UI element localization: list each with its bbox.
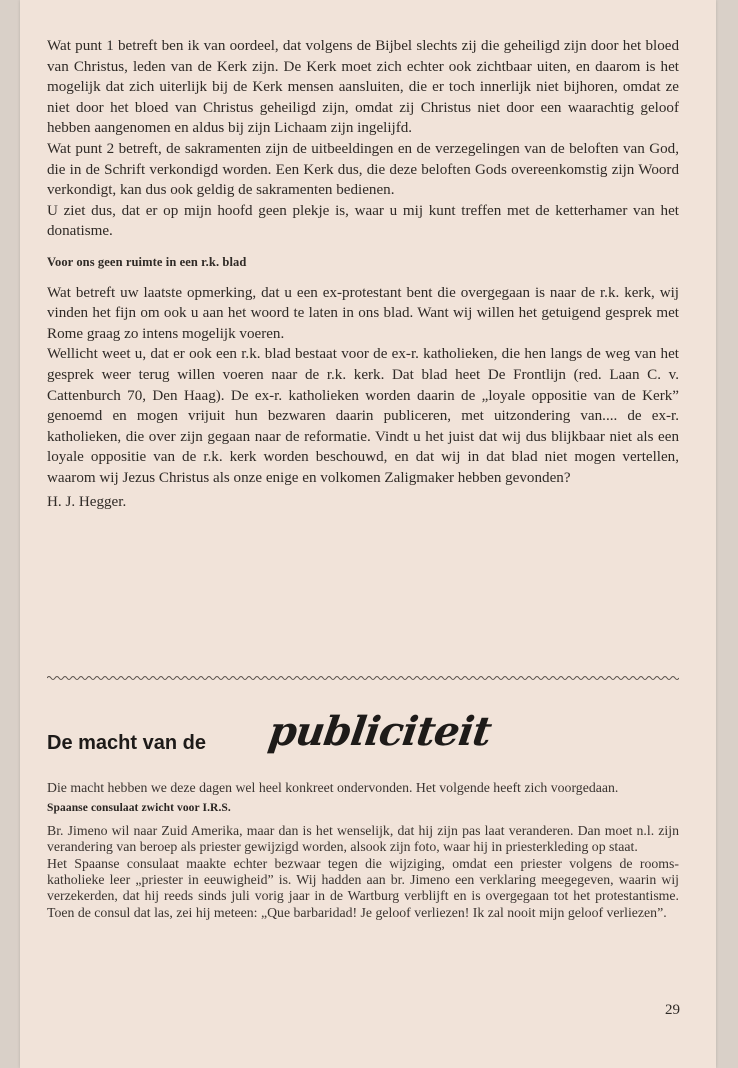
letter-paragraph-4: Wat betreft uw laatste opmerking, dat u een ex-protestant bent die overgegaan is naar de r.k. kerk, wij vinden het fijn om ook u aan het woord te laten in ons blad. Want wij willen het getuigend gesprek met Rome graag zo intens mogelijk voeren. (47, 284, 679, 342)
letter-paragraph-2: Wat punt 2 betreft, de sakramenten zijn de uitbeeldingen en de verzegelingen van de beloften van God, die in de Schrift verkondigd worden. Een Kerk dus, die deze beloften Gods overeenkomstig zijn Woord verkondigt, kan dus ook geldig de sakramenten bedienen. (47, 140, 679, 199)
wavy-divider (47, 672, 679, 684)
article-subheading: Spaanse consulaat zwicht voor I.R.S. (47, 802, 231, 815)
headline-script-word: publiciteit (265, 708, 494, 755)
headline-prefix: De macht van de (47, 732, 206, 754)
article-intro: Die macht hebben we deze dagen wel heel konkreet ondervonden. Het volgende heeft zich voorgedaan. (47, 780, 619, 795)
article-headline (47, 708, 679, 768)
article-paragraph-1: Br. Jimeno wil naar Zuid Amerika, maar dan is het wenselijk, dat hij zijn pas laat veranderen. Dan moet n.l. zijn verandering van beroep als priester gewijzigd worden, alsook zijn foto, waar hij in priesterkleding op staat. (47, 822, 679, 855)
letter-section (47, 36, 679, 513)
letter-paragraph-5: Wellicht weet u, dat er ook een r.k. blad bestaat voor de ex-r. katholieken, die hen langs de weg van het gesprek weer terug willen voeren naar de r.k. kerk. Dat blad heet De Frontlijn (red. Laan C. v. Cattenburch 70, Den Haag). De ex-r. katholieken worden daarin de „loyale oppositie van de Kerk” genoemd en mogen vrijuit hun bezwaren daarin publiceren, met uitzondering van.... de ex-r. katholieken, die over zijn gegaan naar de reformatie. Vindt u het juist dat wij dus blijkbaar niet als een loyale oppositie van de r.k. kerk worden beschouwd, en dat wij in dat blad niet mogen vertellen, waarom wij Jezus Christus als onze enige en volkomen Zaligmaker hebben gevonden? (47, 346, 679, 486)
letter-paragraph-1: Wat punt 1 betreft ben ik van oordeel, dat volgens de Bijbel slechts zij die geheiligd zijn door het bloed van Christus, leden van de Kerk zijn. De Kerk moet zich echter ook zichtbaar uiten, en daarom is het mogelijk dat zich uiterlijk bij de Kerk mensen aansluiten, die er toch innerlijk niet bijhoren, omdat ze niet door het bloed van Christus geheiligd zijn, omdat zij Christus niet door een waarachtig geloof hebben aangenomen en aldus bij zijn Lichaam zijn ingelijfd. (47, 38, 679, 137)
document-page (20, 0, 716, 1068)
letter-paragraph-3: U ziet dus, dat er op mijn hoofd geen plekje is, waar u mij kunt treffen met de ketterhamer van het donatisme. (47, 202, 679, 240)
letter-signature: H. J. Hegger. (47, 494, 127, 511)
letter-subheading: Voor ons geen ruimte in een r.k. blad (47, 254, 247, 269)
article-section (47, 780, 679, 921)
article-paragraph-2: Het Spaanse consulaat maakte echter bezwaar tegen die wijziging, omdat een priester volgens de rooms-katholieke leer „priester in eeuwigheid” is. Wij hadden aan br. Jimeno een verklaring meegegeven, waarin wij verzekerden, dat hij reeds sinds juli vorig jaar in de Wartburg verblijft en is overgegaan tot het protestantisme. Toen de consul dat las, zei hij meteen: „Que barbaridad! Je geloof verliezen! Ik zal nooit mijn geloof verliezen”. (47, 855, 679, 920)
page-number: 29 (665, 1002, 680, 1018)
